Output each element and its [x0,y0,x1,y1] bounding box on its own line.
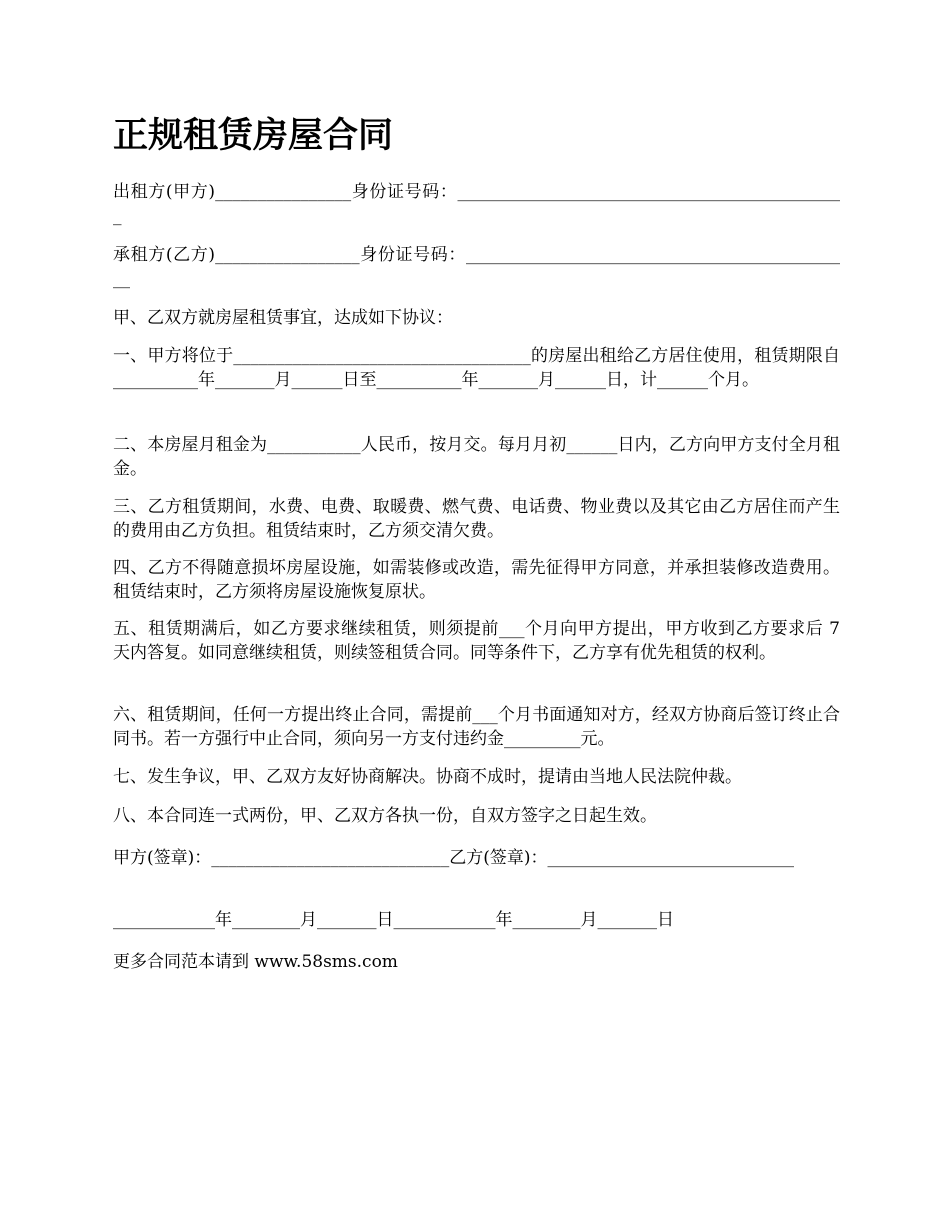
clause-5: 五、租赁期满后，如乙方要求继续租赁，则须提前___个月向甲方提出，甲方收到乙方要求后 7 天内答复。如同意继续租赁，则续签租赁合同。同等条件下，乙方享有优先租赁的权利。 [113,619,840,663]
clause-6: 六、租赁期间，任何一方提出终止合同，需提前___个月书面通知对方，经双方协商后签订终止合同书。若一方强行中止合同，须向另一方支付违约金_________元。 [113,705,840,749]
clause-8: 八、本合同连一式两份，甲、乙双方各执一份，自双方签字之日起生效。 [113,806,657,826]
clause-3: 三、乙方租赁期间，水费、电费、取暖费、燃气费、电话费、物业费以及其它由乙方居住而产生的费用由乙方负担。租赁结束时，乙方须交清欠费。 [113,497,840,541]
signature-line: 甲方(签章)：____________________________乙方(签章)：_____________________________ [113,848,795,868]
clause-2: 二、本房屋月租金为___________人民币，按月交。每月月初______日内，乙方向甲方支付全月租金。 [113,435,840,479]
lessee-info: 承租方(乙方)_________________身份证号码：______________________________________________ [113,245,840,289]
document-title: 正规租赁房屋合同 [113,115,394,156]
footer-note: 更多合同范本请到 www.58sms.com [113,952,398,972]
clause-4: 四、乙方不得随意损坏房屋设施，如需装修或改造，需先征得甲方同意，并承担装修改造费用。租赁结束时，乙方须将房屋设施恢复原状。 [113,558,840,602]
agreement-intro: 甲、乙双方就房屋租赁事宜，达成如下协议： [113,308,453,328]
clause-7: 七、发生争议，甲、乙双方友好协商解决。协商不成时，提请由当地人民法院仲裁。 [113,767,742,787]
clause-1: 一、甲方将位于___________________________________的房屋出租给乙方居住使用，租赁期限自__________年_______月______日至__________年_______月______日，计______个月。 [113,346,840,390]
date-line: ____________年________月_______日____________年________月_______日 [113,910,674,930]
lessor-info: 出租方(甲方)________________身份证号码：______________________________________________ [113,182,840,226]
